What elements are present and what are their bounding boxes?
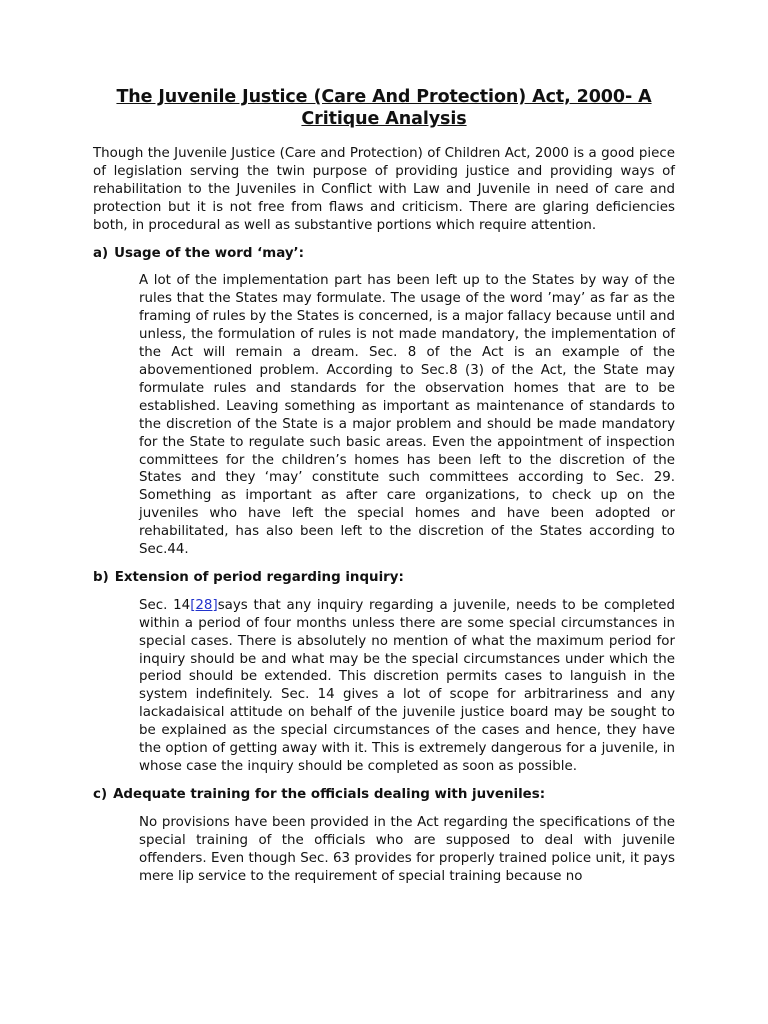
- section-b-body: [139, 597, 675, 776]
- section-a-marker: a): [93, 245, 109, 261]
- footnote-28-link[interactable]: [28]: [190, 597, 218, 613]
- intro-paragraph: Though the Juvenile Justice (Care and Protection) of Children Act, 2000 is a good piece of legislation serving the twin purpose of providing justice and providing ways of rehabilitation to the Juveniles in Conflict with Law and Juvenile in need of care and protection but it is not free from flaws and criticism. There are glaring deficiencies both, in procedural as well as substantive portions which require attention.: [93, 146, 675, 233]
- section-c-heading: [93, 786, 675, 804]
- document-title: The Juvenile Justice (Care And Protection) Act, 2000- A Critique Analysis: [116, 87, 652, 129]
- section-a-title: Usage of the word ‘may’:: [114, 245, 304, 261]
- section-b-title: Extension of period regarding inquiry:: [114, 569, 404, 585]
- section-b-marker: b): [93, 569, 109, 585]
- section-a-body: A lot of the implementation part has been left up to the States by way of the rules that the States may formulate. The usage of the word ’may’ as far as the framing of rules by the States is concerned, is a major fallacy because until and unless, the formulation of rules is not made mandatory, the implementation of the Act will remain a dream. Sec. 8 of the Act is an example of the abovementioned problem. According to Sec.8 (3) of the Act, the State may formulate rules and standards for the observation homes that are to be established. Leaving something as important as maintenance of standards to the discretion of the State is a major problem and should be made mandatory for the State to regulate such basic areas. Even the appointment of inspection committees for the children’s homes has been left to the discretion of the States and they ‘may’ constitute such committees according to Sec. 29. Something as important as after care organizations, to check up on the juveniles who have left the special homes and have been adopted or rehabilitated, has also been left to the discretion of the States according to Sec.44.: [139, 273, 675, 558]
- section-c-marker: c): [93, 786, 108, 802]
- section-b-heading: [93, 569, 675, 587]
- document-page: [93, 86, 675, 895]
- section-c-title: Adequate training for the officials dealing with juveniles:: [113, 786, 546, 802]
- section-a-heading: [93, 245, 675, 263]
- section-b-body-start: Sec. 14: [139, 597, 191, 613]
- section-c-body: No provisions have been provided in the Act regarding the specifications of the special training of the officials who are supposed to deal with juvenile offenders. Even though Sec. 63 provides for properly trained police unit, it pays mere lip service to the requirement of special training because no: [139, 814, 675, 884]
- section-b-body-rest: says that any inquiry regarding a juvenile, needs to be completed within a period of four months unless there are some special circumstances in special cases. There is absolutely no mention of what the maximum period for inquiry should be and what may be the special circumstances under which the period should be extended. This discretion permits cases to languish in the system indefinitely. Sec. 14 gives a lot of scope for arbitrariness and any lackadaisical attitude on behalf of the juvenile justice board may be sought to be explained as the special circumstances of the cases and hence, they have the option of getting away with it. This is extremely dangerous for a juvenile, in whose case the inquiry should be completed as soon as possible.: [139, 597, 676, 774]
